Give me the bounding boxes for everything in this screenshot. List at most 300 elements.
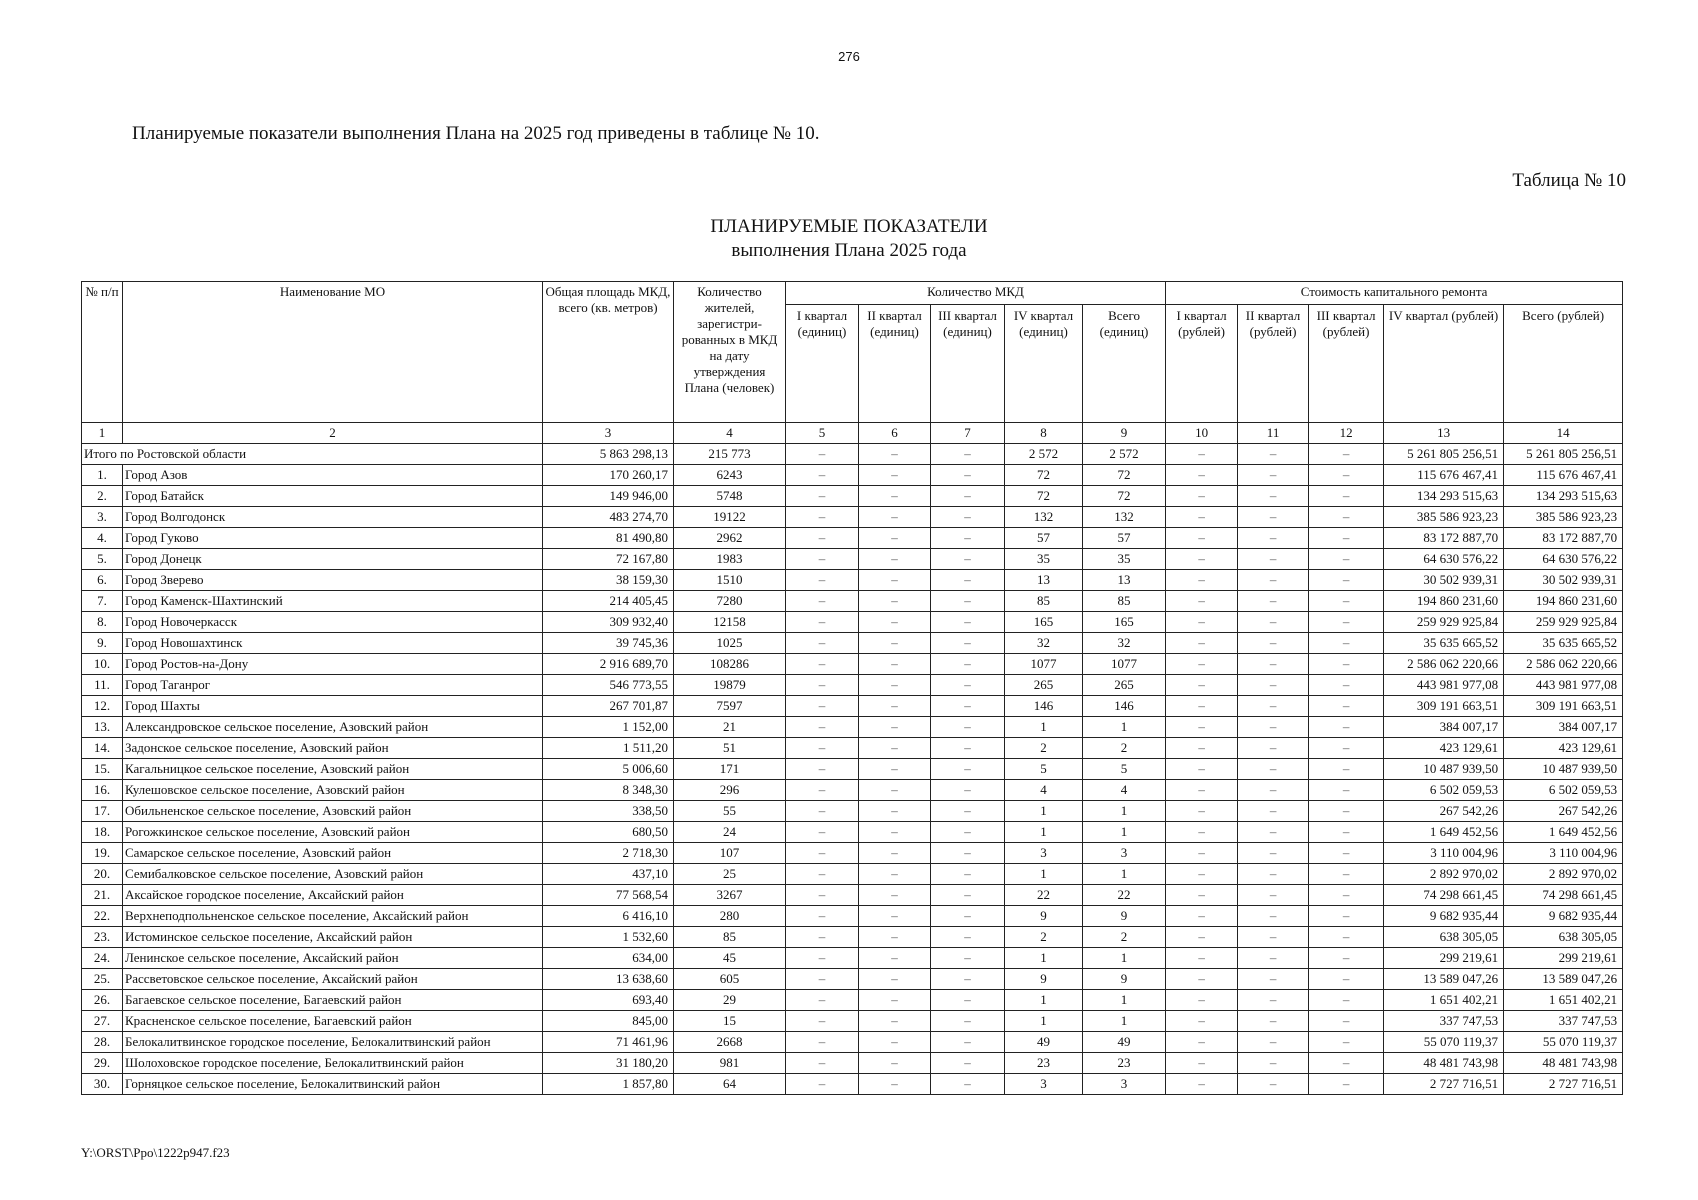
q3-rub-cell: – — [1309, 717, 1384, 738]
q2-units-cell: – — [859, 591, 931, 612]
row-number-cell: 13. — [82, 717, 123, 738]
total-rub-cell: 443 981 977,08 — [1504, 675, 1623, 696]
q3-units-cell: – — [931, 570, 1005, 591]
q3-rub-cell: – — [1309, 1011, 1384, 1032]
q2-rub-cell: – — [1238, 570, 1309, 591]
total-units-cell: 165 — [1083, 612, 1166, 633]
q1-units-cell: – — [786, 1053, 859, 1074]
q3-rub-cell: – — [1309, 759, 1384, 780]
column-number-cell: 2 — [123, 423, 543, 444]
area-cell: 845,00 — [543, 1011, 674, 1032]
total-area: 5 863 298,13 — [543, 444, 674, 465]
header-name: Наименование МО — [123, 282, 543, 423]
table-row — [82, 570, 1623, 591]
row-number-cell: 12. — [82, 696, 123, 717]
area-cell: 39 745,36 — [543, 633, 674, 654]
q1-rub-cell: – — [1166, 717, 1238, 738]
table-row — [82, 927, 1623, 948]
q4-rub-cell: 10 487 939,50 — [1384, 759, 1504, 780]
q1-rub-cell: – — [1166, 507, 1238, 528]
column-number-cell: 14 — [1504, 423, 1623, 444]
q3-units-cell: – — [931, 759, 1005, 780]
row-number-cell: 15. — [82, 759, 123, 780]
total-units-cell: 2 — [1083, 927, 1166, 948]
q3-rub-cell: – — [1309, 570, 1384, 591]
total-all-units: 2 572 — [1083, 444, 1166, 465]
q4-units-cell: 57 — [1005, 528, 1083, 549]
total-rub-cell: 6 502 059,53 — [1504, 780, 1623, 801]
total-units-cell: 85 — [1083, 591, 1166, 612]
residents-cell: 108286 — [674, 654, 786, 675]
header-q3-rub: III квартал (рублей) — [1309, 305, 1384, 423]
mo-name-cell: Красненское сельское поселение, Багаевский район — [123, 1011, 543, 1032]
q4-units-cell: 9 — [1005, 969, 1083, 990]
q3-units-cell: – — [931, 990, 1005, 1011]
q2-units-cell: – — [859, 801, 931, 822]
table-title-line2: выполнения Плана 2025 года — [731, 240, 967, 261]
q1-rub-cell: – — [1166, 486, 1238, 507]
q4-units-cell: 72 — [1005, 486, 1083, 507]
area-cell: 1 511,20 — [543, 738, 674, 759]
residents-cell: 2962 — [674, 528, 786, 549]
q3-rub-cell: – — [1309, 738, 1384, 759]
total-rub-cell: 299 219,61 — [1504, 948, 1623, 969]
total-units-cell: 2 — [1083, 738, 1166, 759]
q4-rub-cell: 115 676 467,41 — [1384, 465, 1504, 486]
total-rub-cell: 1 651 402,21 — [1504, 990, 1623, 1011]
q1-rub-cell: – — [1166, 990, 1238, 1011]
q3-units-cell: – — [931, 696, 1005, 717]
mo-name-cell: Город Новочеркасск — [123, 612, 543, 633]
table-title — [0, 215, 1698, 263]
q4-rub-cell: 3 110 004,96 — [1384, 843, 1504, 864]
q2-units-cell: – — [859, 675, 931, 696]
q3-rub-cell: – — [1309, 801, 1384, 822]
total-units-cell: 1 — [1083, 822, 1166, 843]
q2-units-cell: – — [859, 465, 931, 486]
q2-rub-cell: – — [1238, 822, 1309, 843]
residents-cell: 7280 — [674, 591, 786, 612]
q1-rub-cell: – — [1166, 759, 1238, 780]
column-number-cell: 13 — [1384, 423, 1504, 444]
q4-units-cell: 49 — [1005, 1032, 1083, 1053]
q2-rub-cell: – — [1238, 591, 1309, 612]
residents-cell: 15 — [674, 1011, 786, 1032]
q3-rub-cell: – — [1309, 633, 1384, 654]
area-cell: 693,40 — [543, 990, 674, 1011]
q3-units-cell: – — [931, 927, 1005, 948]
table-row — [82, 528, 1623, 549]
mo-name-cell: Истоминское сельское поселение, Аксайский район — [123, 927, 543, 948]
q2-rub-cell: – — [1238, 1032, 1309, 1053]
table-row — [82, 843, 1623, 864]
q3-units-cell: – — [931, 864, 1005, 885]
total-units-cell: 3 — [1083, 843, 1166, 864]
table-row — [82, 906, 1623, 927]
q2-units-cell: – — [859, 654, 931, 675]
q3-rub-cell: – — [1309, 654, 1384, 675]
q3-rub-cell: – — [1309, 969, 1384, 990]
q3-units-cell: – — [931, 906, 1005, 927]
mo-name-cell: Город Новошахтинск — [123, 633, 543, 654]
q1-rub-cell: – — [1166, 633, 1238, 654]
indicators-table — [81, 281, 1623, 1095]
q4-units-cell: 1 — [1005, 717, 1083, 738]
q1-units-cell: – — [786, 486, 859, 507]
q3-rub-cell: – — [1309, 822, 1384, 843]
q1-units-cell: – — [786, 633, 859, 654]
q1-units-cell: – — [786, 1011, 859, 1032]
intro-text: Планируемые показатели выполнения Плана на 2025 год приведены в таблице № 10. — [132, 123, 820, 144]
total-units-cell: 35 — [1083, 549, 1166, 570]
q4-rub-cell: 1 649 452,56 — [1384, 822, 1504, 843]
total-units-cell: 1 — [1083, 990, 1166, 1011]
residents-cell: 1025 — [674, 633, 786, 654]
residents-cell: 107 — [674, 843, 786, 864]
q1-rub-cell: – — [1166, 906, 1238, 927]
mo-name-cell: Горняцкое сельское поселение, Белокалитвинский район — [123, 1074, 543, 1095]
row-number-cell: 20. — [82, 864, 123, 885]
page-number: 276 — [838, 49, 860, 64]
total-rub-cell: 13 589 047,26 — [1504, 969, 1623, 990]
q2-units-cell: – — [859, 1032, 931, 1053]
q3-units-cell: – — [931, 780, 1005, 801]
residents-cell: 296 — [674, 780, 786, 801]
total-rub-cell: 48 481 743,98 — [1504, 1053, 1623, 1074]
q2-units-cell: – — [859, 738, 931, 759]
residents-cell: 171 — [674, 759, 786, 780]
row-number-cell: 17. — [82, 801, 123, 822]
q3-units-cell: – — [931, 843, 1005, 864]
area-cell: 77 568,54 — [543, 885, 674, 906]
total-rub-cell: 423 129,61 — [1504, 738, 1623, 759]
mo-name-cell: Ленинское сельское поселение, Аксайский район — [123, 948, 543, 969]
q2-rub-cell: – — [1238, 990, 1309, 1011]
residents-cell: 29 — [674, 990, 786, 1011]
q1-units-cell: – — [786, 885, 859, 906]
total-units-cell: 32 — [1083, 633, 1166, 654]
total-units-cell: 5 — [1083, 759, 1166, 780]
q2-units-cell: – — [859, 885, 931, 906]
area-cell: 267 701,87 — [543, 696, 674, 717]
table-title-line1: ПЛАНИРУЕМЫЕ ПОКАЗАТЕЛИ — [710, 216, 988, 237]
total-units-cell: 22 — [1083, 885, 1166, 906]
mo-name-cell: Город Таганрог — [123, 675, 543, 696]
row-number-cell: 2. — [82, 486, 123, 507]
residents-cell: 21 — [674, 717, 786, 738]
area-cell: 149 946,00 — [543, 486, 674, 507]
row-number-cell: 9. — [82, 633, 123, 654]
total-rub-cell: 83 172 887,70 — [1504, 528, 1623, 549]
row-number-cell: 21. — [82, 885, 123, 906]
q4-rub-cell: 194 860 231,60 — [1384, 591, 1504, 612]
row-number-cell: 8. — [82, 612, 123, 633]
q1-rub-cell: – — [1166, 864, 1238, 885]
q2-units-cell: – — [859, 948, 931, 969]
residents-cell: 6243 — [674, 465, 786, 486]
total-q1-rub: – — [1166, 444, 1238, 465]
q1-rub-cell: – — [1166, 822, 1238, 843]
total-units-cell: 1 — [1083, 717, 1166, 738]
q1-rub-cell: – — [1166, 927, 1238, 948]
q4-units-cell: 85 — [1005, 591, 1083, 612]
q1-units-cell: – — [786, 738, 859, 759]
table-row — [82, 969, 1623, 990]
area-cell: 338,50 — [543, 801, 674, 822]
mo-name-cell: Город Гуково — [123, 528, 543, 549]
q2-units-cell: – — [859, 1074, 931, 1095]
q2-rub-cell: – — [1238, 633, 1309, 654]
total-rub-cell: 10 487 939,50 — [1504, 759, 1623, 780]
q2-units-cell: – — [859, 906, 931, 927]
total-rub-cell: 194 860 231,60 — [1504, 591, 1623, 612]
q4-rub-cell: 30 502 939,31 — [1384, 570, 1504, 591]
area-cell: 13 638,60 — [543, 969, 674, 990]
q3-units-cell: – — [931, 486, 1005, 507]
q4-units-cell: 1 — [1005, 822, 1083, 843]
area-cell: 6 416,10 — [543, 906, 674, 927]
row-number-cell: 7. — [82, 591, 123, 612]
row-number-cell: 6. — [82, 570, 123, 591]
q1-rub-cell: – — [1166, 612, 1238, 633]
q1-units-cell: – — [786, 717, 859, 738]
total-rub-cell: 115 676 467,41 — [1504, 465, 1623, 486]
total-rub-cell: 74 298 661,45 — [1504, 885, 1623, 906]
total-q4-units: 2 572 — [1005, 444, 1083, 465]
total-units-cell: 146 — [1083, 696, 1166, 717]
mo-name-cell: Кулешовское сельское поселение, Азовский район — [123, 780, 543, 801]
q2-units-cell: – — [859, 969, 931, 990]
column-number-cell: 6 — [859, 423, 931, 444]
row-number-cell: 11. — [82, 675, 123, 696]
table-row — [82, 990, 1623, 1011]
q3-units-cell: – — [931, 612, 1005, 633]
q3-units-cell: – — [931, 549, 1005, 570]
residents-cell: 1983 — [674, 549, 786, 570]
mo-name-cell: Аксайское городское поселение, Аксайский район — [123, 885, 543, 906]
header-area: Общая площадь МКД, всего (кв. метров) — [543, 282, 674, 423]
mo-name-cell: Белокалитвинское городское поселение, Белокалитвинский район — [123, 1032, 543, 1053]
total-rub-cell: 385 586 923,23 — [1504, 507, 1623, 528]
residents-cell: 1510 — [674, 570, 786, 591]
q2-rub-cell: – — [1238, 549, 1309, 570]
q1-rub-cell: – — [1166, 591, 1238, 612]
q1-rub-cell: – — [1166, 1053, 1238, 1074]
q4-rub-cell: 309 191 663,51 — [1384, 696, 1504, 717]
area-cell: 1 857,80 — [543, 1074, 674, 1095]
mo-name-cell: Рассветовское сельское поселение, Аксайский район — [123, 969, 543, 990]
q1-rub-cell: – — [1166, 843, 1238, 864]
q2-rub-cell: – — [1238, 906, 1309, 927]
total-units-cell: 132 — [1083, 507, 1166, 528]
q3-units-cell: – — [931, 885, 1005, 906]
q3-rub-cell: – — [1309, 948, 1384, 969]
area-cell: 546 773,55 — [543, 675, 674, 696]
q3-rub-cell: – — [1309, 780, 1384, 801]
column-numbers-row — [82, 423, 1623, 444]
residents-cell: 24 — [674, 822, 786, 843]
q2-rub-cell: – — [1238, 843, 1309, 864]
q1-rub-cell: – — [1166, 549, 1238, 570]
row-number-cell: 29. — [82, 1053, 123, 1074]
total-units-cell: 1 — [1083, 1011, 1166, 1032]
q2-rub-cell: – — [1238, 465, 1309, 486]
table-body — [82, 444, 1623, 1095]
q3-rub-cell: – — [1309, 927, 1384, 948]
q2-rub-cell: – — [1238, 654, 1309, 675]
mo-name-cell: Задонское сельское поселение, Азовский район — [123, 738, 543, 759]
q4-units-cell: 2 — [1005, 927, 1083, 948]
total-units-cell: 1 — [1083, 948, 1166, 969]
q4-units-cell: 146 — [1005, 696, 1083, 717]
area-cell: 1 532,60 — [543, 927, 674, 948]
q4-rub-cell: 74 298 661,45 — [1384, 885, 1504, 906]
q4-rub-cell: 2 586 062 220,66 — [1384, 654, 1504, 675]
total-q1-units: – — [786, 444, 859, 465]
q2-rub-cell: – — [1238, 1011, 1309, 1032]
q1-units-cell: – — [786, 927, 859, 948]
total-units-cell: 23 — [1083, 1053, 1166, 1074]
q2-units-cell: – — [859, 528, 931, 549]
column-number-cell: 9 — [1083, 423, 1166, 444]
total-rub-cell: 2 727 716,51 — [1504, 1074, 1623, 1095]
q4-units-cell: 3 — [1005, 1074, 1083, 1095]
q4-rub-cell: 299 219,61 — [1384, 948, 1504, 969]
total-rub-cell: 3 110 004,96 — [1504, 843, 1623, 864]
q2-units-cell: – — [859, 696, 931, 717]
q4-rub-cell: 13 589 047,26 — [1384, 969, 1504, 990]
table-row — [82, 507, 1623, 528]
mo-name-cell: Обильненское сельское поселение, Азовский район — [123, 801, 543, 822]
q3-rub-cell: – — [1309, 1032, 1384, 1053]
total-q2-rub: – — [1238, 444, 1309, 465]
table-row — [82, 675, 1623, 696]
q4-units-cell: 1 — [1005, 801, 1083, 822]
q1-units-cell: – — [786, 801, 859, 822]
q4-units-cell: 13 — [1005, 570, 1083, 591]
residents-cell: 2668 — [674, 1032, 786, 1053]
residents-cell: 25 — [674, 864, 786, 885]
q3-units-cell: – — [931, 675, 1005, 696]
q3-units-cell: – — [931, 1032, 1005, 1053]
column-number-cell: 1 — [82, 423, 123, 444]
q4-units-cell: 72 — [1005, 465, 1083, 486]
mo-name-cell: Самарское сельское поселение, Азовский район — [123, 843, 543, 864]
residents-cell: 45 — [674, 948, 786, 969]
q2-units-cell: – — [859, 486, 931, 507]
q1-units-cell: – — [786, 843, 859, 864]
q2-rub-cell: – — [1238, 780, 1309, 801]
q1-rub-cell: – — [1166, 696, 1238, 717]
total-units-cell: 1077 — [1083, 654, 1166, 675]
q2-rub-cell: – — [1238, 759, 1309, 780]
table-row — [82, 738, 1623, 759]
q2-units-cell: – — [859, 507, 931, 528]
residents-cell: 605 — [674, 969, 786, 990]
q4-rub-cell: 35 635 665,52 — [1384, 633, 1504, 654]
q1-units-cell: – — [786, 780, 859, 801]
q2-rub-cell: – — [1238, 696, 1309, 717]
area-cell: 2 718,30 — [543, 843, 674, 864]
q4-units-cell: 165 — [1005, 612, 1083, 633]
column-number-cell: 3 — [543, 423, 674, 444]
q2-rub-cell: – — [1238, 1053, 1309, 1074]
residents-cell: 7597 — [674, 696, 786, 717]
column-number-cell: 5 — [786, 423, 859, 444]
q3-rub-cell: – — [1309, 864, 1384, 885]
q2-units-cell: – — [859, 612, 931, 633]
q2-units-cell: – — [859, 927, 931, 948]
q2-units-cell: – — [859, 990, 931, 1011]
area-cell: 38 159,30 — [543, 570, 674, 591]
q1-rub-cell: – — [1166, 1032, 1238, 1053]
mo-name-cell: Город Ростов-на-Дону — [123, 654, 543, 675]
q4-units-cell: 22 — [1005, 885, 1083, 906]
q4-rub-cell: 267 542,26 — [1384, 801, 1504, 822]
table-row — [82, 465, 1623, 486]
column-number-cell: 7 — [931, 423, 1005, 444]
q3-units-cell: – — [931, 654, 1005, 675]
table-row — [82, 780, 1623, 801]
table-row — [82, 696, 1623, 717]
q1-units-cell: – — [786, 969, 859, 990]
total-rub-cell: 337 747,53 — [1504, 1011, 1623, 1032]
q1-units-cell: – — [786, 948, 859, 969]
total-all-rub: 5 261 805 256,51 — [1504, 444, 1623, 465]
total-rub-cell: 259 929 925,84 — [1504, 612, 1623, 633]
q3-units-cell: – — [931, 507, 1005, 528]
q1-rub-cell: – — [1166, 1011, 1238, 1032]
q1-rub-cell: – — [1166, 948, 1238, 969]
file-path-footer: Y:\ORST\Ppo\1222p947.f23 — [81, 1145, 230, 1160]
table-row — [82, 1053, 1623, 1074]
q4-rub-cell: 638 305,05 — [1384, 927, 1504, 948]
q3-rub-cell: – — [1309, 549, 1384, 570]
q3-rub-cell: – — [1309, 486, 1384, 507]
q2-units-cell: – — [859, 1011, 931, 1032]
header-q2-units: II квартал (единиц) — [859, 305, 931, 423]
header-q4-units: IV квартал (единиц) — [1005, 305, 1083, 423]
mo-name-cell: Город Каменск-Шахтинский — [123, 591, 543, 612]
area-cell: 1 152,00 — [543, 717, 674, 738]
mo-name-cell: Город Донецк — [123, 549, 543, 570]
area-cell: 2 916 689,70 — [543, 654, 674, 675]
q3-units-cell: – — [931, 1011, 1005, 1032]
table-row — [82, 948, 1623, 969]
total-rub-cell: 35 635 665,52 — [1504, 633, 1623, 654]
table-row — [82, 822, 1623, 843]
q4-rub-cell: 259 929 925,84 — [1384, 612, 1504, 633]
q1-units-cell: – — [786, 822, 859, 843]
q4-units-cell: 35 — [1005, 549, 1083, 570]
q1-units-cell: – — [786, 612, 859, 633]
q4-rub-cell: 134 293 515,63 — [1384, 486, 1504, 507]
q3-rub-cell: – — [1309, 843, 1384, 864]
q4-rub-cell: 423 129,61 — [1384, 738, 1504, 759]
header-q1-rub: I квартал (рублей) — [1166, 305, 1238, 423]
q3-rub-cell: – — [1309, 990, 1384, 1011]
q3-rub-cell: – — [1309, 591, 1384, 612]
total-q2-units: – — [859, 444, 931, 465]
q2-rub-cell: – — [1238, 927, 1309, 948]
row-number-cell: 19. — [82, 843, 123, 864]
total-rub-cell: 55 070 119,37 — [1504, 1032, 1623, 1053]
total-rub-cell: 30 502 939,31 — [1504, 570, 1623, 591]
q3-rub-cell: – — [1309, 528, 1384, 549]
total-units-cell: 1 — [1083, 801, 1166, 822]
mo-name-cell: Город Азов — [123, 465, 543, 486]
q2-rub-cell: – — [1238, 675, 1309, 696]
